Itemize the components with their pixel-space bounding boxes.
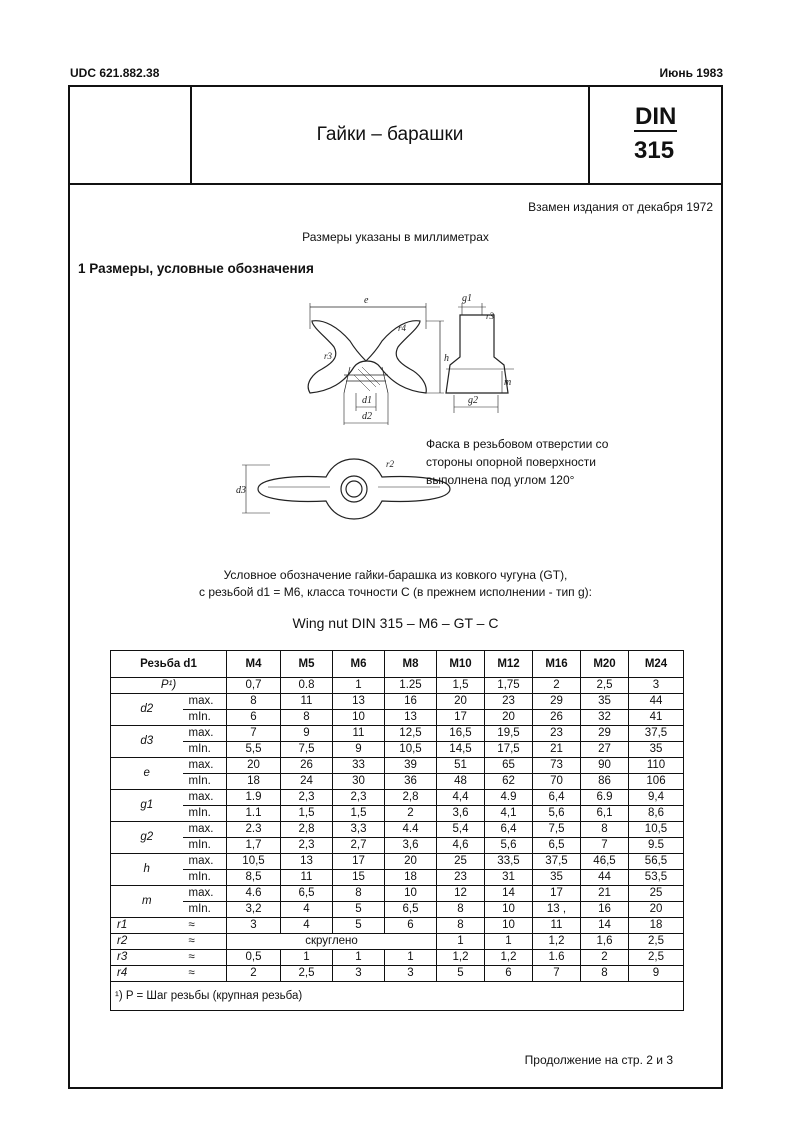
value-cell: 6,5 xyxy=(533,838,581,854)
label-m: m xyxy=(504,377,512,388)
limit-label-max: max. xyxy=(183,726,227,742)
label-r3-left: r3 xyxy=(324,351,333,361)
label-r3-right: r3 xyxy=(486,311,495,321)
table-header-row xyxy=(111,651,684,678)
value-cell: 35 xyxy=(629,742,684,758)
pitch-cell: 1,5 xyxy=(437,678,485,694)
value-cell: 19,5 xyxy=(485,726,533,742)
din-label: DIN xyxy=(635,103,677,130)
row-label-pitch: P¹) xyxy=(111,678,227,694)
value-cell: 2.3 xyxy=(227,822,281,838)
value-cell: 29 xyxy=(533,694,581,710)
value-cell: 2,7 xyxy=(333,838,385,854)
value-cell: 3 xyxy=(227,918,281,934)
value-cell: 13 xyxy=(385,710,437,726)
table-footnote-row xyxy=(111,982,684,1011)
pitch-cell: 0,7 xyxy=(227,678,281,694)
value-cell: 26 xyxy=(281,758,333,774)
value-cell: 20 xyxy=(385,854,437,870)
value-cell: 1,2 xyxy=(437,950,485,966)
value-cell: 14 xyxy=(581,918,629,934)
table-row-d2-max xyxy=(111,694,684,710)
value-cell: 25 xyxy=(437,854,485,870)
limit-label-min: mIn. xyxy=(183,742,227,758)
value-cell: 5 xyxy=(333,918,385,934)
pitch-cell: 3 xyxy=(629,678,684,694)
value-cell: 3 xyxy=(333,966,385,982)
value-cell: 4.9 xyxy=(485,790,533,806)
value-cell: 70 xyxy=(533,774,581,790)
value-cell: 5 xyxy=(437,966,485,982)
value-cell: 10 xyxy=(485,902,533,918)
din-number: 315 xyxy=(634,137,675,164)
value-cell: 3,6 xyxy=(385,838,437,854)
limit-label-max: max. xyxy=(183,886,227,902)
value-cell: 8 xyxy=(333,886,385,902)
value-cell: 8 xyxy=(437,902,485,918)
value-cell: 6 xyxy=(227,710,281,726)
value-cell: 30 xyxy=(333,774,385,790)
table-row-m-min xyxy=(111,902,684,918)
value-cell: 4,6 xyxy=(437,838,485,854)
value-cell: 86 xyxy=(581,774,629,790)
value-cell: 10,5 xyxy=(629,822,684,838)
value-cell: 6,4 xyxy=(485,822,533,838)
row-symbol-g2: g2 xyxy=(111,822,183,854)
value-cell: 23 xyxy=(437,870,485,886)
value-cell: 20 xyxy=(227,758,281,774)
value-cell: 21 xyxy=(581,886,629,902)
value-cell: 56,5 xyxy=(629,854,684,870)
value-cell: 1.1 xyxy=(227,806,281,822)
value-cell: 6,5 xyxy=(281,886,333,902)
value-cell: 27 xyxy=(581,742,629,758)
value-cell: 10,5 xyxy=(227,854,281,870)
value-cell: 1 xyxy=(485,934,533,950)
value-cell: 37,5 xyxy=(629,726,684,742)
value-cell: 2 xyxy=(385,806,437,822)
value-cell: 29 xyxy=(581,726,629,742)
designation-example: Wing nut DIN 315 – M6 – GT – C xyxy=(292,615,499,631)
value-cell: 11 xyxy=(533,918,581,934)
table-row-h-min xyxy=(111,870,684,886)
value-cell: 8 xyxy=(437,918,485,934)
value-cell: 4.4 xyxy=(385,822,437,838)
value-cell: 9.5 xyxy=(629,838,684,854)
value-cell: 1 xyxy=(333,950,385,966)
top-view xyxy=(236,459,450,519)
value-cell: 14 xyxy=(485,886,533,902)
header-thread-M10: M10 xyxy=(437,651,485,678)
value-cell: 12,5 xyxy=(385,726,437,742)
table-row-r4 xyxy=(111,966,684,982)
limit-label-min: mIn. xyxy=(183,806,227,822)
approx-sign: ≈ xyxy=(183,950,227,966)
label-d3: d3 xyxy=(236,485,246,496)
value-cell: 2,8 xyxy=(385,790,437,806)
row-symbol-e: e xyxy=(111,758,183,790)
value-cell: 14,5 xyxy=(437,742,485,758)
pitch-cell: 2 xyxy=(533,678,581,694)
value-cell: 51 xyxy=(437,758,485,774)
value-cell: 5,5 xyxy=(227,742,281,758)
value-cell: 8 xyxy=(227,694,281,710)
value-cell: 24 xyxy=(281,774,333,790)
udc-code: UDC 621.882.38 xyxy=(70,66,160,80)
table-footnote: ¹) P = Шаг резьбы (крупная резьба) xyxy=(111,982,684,1011)
value-cell: 1,2 xyxy=(485,950,533,966)
table-row-r1 xyxy=(111,918,684,934)
value-cell: 1,5 xyxy=(281,806,333,822)
value-cell: 3,6 xyxy=(437,806,485,822)
value-cell: 33 xyxy=(333,758,385,774)
value-cell: 41 xyxy=(629,710,684,726)
label-g2: g2 xyxy=(468,395,478,406)
header-thread-label: Резьба d1 xyxy=(111,651,227,678)
value-cell: 25 xyxy=(629,886,684,902)
value-cell: 1.6 xyxy=(533,950,581,966)
table-row-r2 xyxy=(111,934,684,950)
header-thread-M5: M5 xyxy=(281,651,333,678)
value-cell: 16,5 xyxy=(437,726,485,742)
value-cell: 17 xyxy=(333,854,385,870)
title-block-empty-cell xyxy=(70,87,192,183)
note-line-3: выполнена под углом 120° xyxy=(426,473,575,487)
front-view xyxy=(308,295,449,425)
designation-line-2: с резьбой d1 = M6, класса точности C (в прежнем исполнении - тип g): xyxy=(198,585,593,599)
designation-line-1: Условное обозначение гайки-барашка из ковкого чугуна (GT), xyxy=(223,568,568,582)
row-symbol-r2: r2 xyxy=(111,934,183,950)
limit-label-min: mIn. xyxy=(183,902,227,918)
value-cell: 10 xyxy=(333,710,385,726)
row-symbol-r1: r1 xyxy=(111,918,183,934)
note-line-2: стороны опорной поверхности xyxy=(426,455,596,469)
limit-label-max: max. xyxy=(183,790,227,806)
table-row-g2-min xyxy=(111,838,684,854)
table-row-pitch xyxy=(111,678,684,694)
value-cell: 4,1 xyxy=(485,806,533,822)
limit-label-min: mIn. xyxy=(183,774,227,790)
value-cell: 11 xyxy=(281,694,333,710)
replaces-edition: Взамен издания от декабря 1972 xyxy=(528,200,713,214)
value-cell: 65 xyxy=(485,758,533,774)
value-cell: 5,4 xyxy=(437,822,485,838)
header-thread-M16: M16 xyxy=(533,651,581,678)
merged-cell-rounded: скруглено xyxy=(227,934,437,950)
value-cell: 36 xyxy=(385,774,437,790)
value-cell: 32 xyxy=(581,710,629,726)
value-cell: 37,5 xyxy=(533,854,581,870)
value-cell: 13 xyxy=(333,694,385,710)
value-cell: 1 xyxy=(437,934,485,950)
chamfer-note xyxy=(426,435,608,489)
header-thread-M24: M24 xyxy=(629,651,684,678)
header-thread-M12: M12 xyxy=(485,651,533,678)
header-thread-M4: M4 xyxy=(227,651,281,678)
value-cell: 9 xyxy=(281,726,333,742)
continuation-note: Продолжение на стр. 2 и 3 xyxy=(524,1053,673,1067)
value-cell: 10 xyxy=(485,918,533,934)
value-cell: 8 xyxy=(281,710,333,726)
header-thread-M6: M6 xyxy=(333,651,385,678)
value-cell: 0,5 xyxy=(227,950,281,966)
table-row-g1-min xyxy=(111,806,684,822)
value-cell: 8 xyxy=(581,822,629,838)
value-cell: 7,5 xyxy=(281,742,333,758)
limit-label-max: max. xyxy=(183,694,227,710)
label-g1: g1 xyxy=(462,293,472,304)
label-r2: r2 xyxy=(386,459,395,469)
row-symbol-r3: r3 xyxy=(111,950,183,966)
value-cell: 6.9 xyxy=(581,790,629,806)
value-cell: 31 xyxy=(485,870,533,886)
issue-date: Июнь 1983 xyxy=(659,66,723,80)
value-cell: 1,2 xyxy=(533,934,581,950)
pitch-cell: 2,5 xyxy=(581,678,629,694)
value-cell: 12 xyxy=(437,886,485,902)
value-cell: 20 xyxy=(485,710,533,726)
value-cell: 18 xyxy=(227,774,281,790)
value-cell: 1,5 xyxy=(333,806,385,822)
value-cell: 9 xyxy=(629,966,684,982)
value-cell: 35 xyxy=(533,870,581,886)
note-line-1: Фаска в резьбовом отверстии со xyxy=(426,437,609,451)
value-cell: 3,2 xyxy=(227,902,281,918)
value-cell: 73 xyxy=(533,758,581,774)
din-block xyxy=(588,87,723,183)
label-d1: d1 xyxy=(362,395,372,406)
limit-label-min: mIn. xyxy=(183,870,227,886)
approx-sign: ≈ xyxy=(183,966,227,982)
value-cell: 6,1 xyxy=(581,806,629,822)
table-row-e-min xyxy=(111,774,684,790)
value-cell: 13 xyxy=(281,854,333,870)
value-cell: 17,5 xyxy=(485,742,533,758)
value-cell: 33,5 xyxy=(485,854,533,870)
value-cell: 21 xyxy=(533,742,581,758)
value-cell: 35 xyxy=(581,694,629,710)
table-row-h-max xyxy=(111,854,684,870)
value-cell: 9,4 xyxy=(629,790,684,806)
label-d2: d2 xyxy=(362,411,372,422)
value-cell: 4 xyxy=(281,918,333,934)
table-row-e-max xyxy=(111,758,684,774)
value-cell: 39 xyxy=(385,758,437,774)
value-cell: 18 xyxy=(629,918,684,934)
pitch-cell: 0.8 xyxy=(281,678,333,694)
value-cell: 13 , xyxy=(533,902,581,918)
value-cell: 8,6 xyxy=(629,806,684,822)
value-cell: 1 xyxy=(281,950,333,966)
header-thread-M20: M20 xyxy=(581,651,629,678)
value-cell: 106 xyxy=(629,774,684,790)
value-cell: 2,5 xyxy=(629,950,684,966)
units-note: Размеры указаны в миллиметрах xyxy=(302,230,489,244)
value-cell: 6 xyxy=(485,966,533,982)
title-block xyxy=(70,87,721,185)
document-title: Гайки – барашки xyxy=(316,124,464,145)
value-cell: 23 xyxy=(485,694,533,710)
limit-label-max: max. xyxy=(183,854,227,870)
value-cell: 6,4 xyxy=(533,790,581,806)
pitch-cell: 1 xyxy=(333,678,385,694)
header-thread-M8: M8 xyxy=(385,651,437,678)
value-cell: 46,5 xyxy=(581,854,629,870)
value-cell: 3,3 xyxy=(333,822,385,838)
value-cell: 20 xyxy=(629,902,684,918)
table-row-d2-min xyxy=(111,710,684,726)
value-cell: 11 xyxy=(281,870,333,886)
value-cell: 6,5 xyxy=(385,902,437,918)
limit-label-max: max. xyxy=(183,758,227,774)
table-row-r3 xyxy=(111,950,684,966)
value-cell: 16 xyxy=(581,902,629,918)
value-cell: 18 xyxy=(385,870,437,886)
value-cell: 1 xyxy=(385,950,437,966)
value-cell: 44 xyxy=(581,870,629,886)
value-cell: 3 xyxy=(385,966,437,982)
value-cell: 17 xyxy=(437,710,485,726)
row-symbol-m: m xyxy=(111,886,183,918)
value-cell: 10,5 xyxy=(385,742,437,758)
row-symbol-r4: r4 xyxy=(111,966,183,982)
value-cell: 1.9 xyxy=(227,790,281,806)
row-symbol-h: h xyxy=(111,854,183,886)
value-cell: 2,5 xyxy=(281,966,333,982)
value-cell: 26 xyxy=(533,710,581,726)
pitch-cell: 1.25 xyxy=(385,678,437,694)
limit-label-max: max. xyxy=(183,822,227,838)
value-cell: 2 xyxy=(581,950,629,966)
table-row-g1-max xyxy=(111,790,684,806)
table-row-d3-max xyxy=(111,726,684,742)
table-row-g2-max xyxy=(111,822,684,838)
value-cell: 5 xyxy=(333,902,385,918)
value-cell: 4 xyxy=(281,902,333,918)
value-cell: 4,4 xyxy=(437,790,485,806)
value-cell: 62 xyxy=(485,774,533,790)
approx-sign: ≈ xyxy=(183,918,227,934)
pitch-cell: 1,75 xyxy=(485,678,533,694)
label-e: e xyxy=(364,295,369,306)
approx-sign: ≈ xyxy=(183,934,227,950)
limit-label-min: mIn. xyxy=(183,838,227,854)
value-cell: 23 xyxy=(533,726,581,742)
value-cell: 2,8 xyxy=(281,822,333,838)
label-h: h xyxy=(444,353,449,364)
value-cell: 16 xyxy=(385,694,437,710)
value-cell: 11 xyxy=(333,726,385,742)
value-cell: 1,6 xyxy=(581,934,629,950)
value-cell: 2,3 xyxy=(281,790,333,806)
value-cell: 53,5 xyxy=(629,870,684,886)
value-cell: 6 xyxy=(385,918,437,934)
value-cell: 7 xyxy=(533,966,581,982)
value-cell: 1,7 xyxy=(227,838,281,854)
value-cell: 8 xyxy=(581,966,629,982)
value-cell: 7 xyxy=(581,838,629,854)
table-row-m-max xyxy=(111,886,684,902)
dimensions-table xyxy=(110,650,684,1011)
label-r4: r4 xyxy=(398,323,407,333)
value-cell: 90 xyxy=(581,758,629,774)
value-cell: 5,6 xyxy=(533,806,581,822)
value-cell: 9 xyxy=(333,742,385,758)
value-cell: 7 xyxy=(227,726,281,742)
value-cell: 10 xyxy=(385,886,437,902)
value-cell: 7,5 xyxy=(533,822,581,838)
value-cell: 2 xyxy=(227,966,281,982)
section-title: 1 Размеры, условные обозначения xyxy=(78,261,314,276)
value-cell: 5,6 xyxy=(485,838,533,854)
value-cell: 2,5 xyxy=(629,934,684,950)
value-cell: 2,3 xyxy=(333,790,385,806)
value-cell: 2,3 xyxy=(281,838,333,854)
value-cell: 4.6 xyxy=(227,886,281,902)
designation-text xyxy=(70,567,721,601)
table-row-d3-min xyxy=(111,742,684,758)
value-cell: 48 xyxy=(437,774,485,790)
page-frame xyxy=(68,85,723,1089)
side-view xyxy=(446,293,514,413)
value-cell: 8,5 xyxy=(227,870,281,886)
value-cell: 15 xyxy=(333,870,385,886)
limit-label-min: mIn. xyxy=(183,710,227,726)
row-symbol-d2: d2 xyxy=(111,694,183,726)
value-cell: 17 xyxy=(533,886,581,902)
row-symbol-d3: d3 xyxy=(111,726,183,758)
value-cell: 20 xyxy=(437,694,485,710)
value-cell: 110 xyxy=(629,758,684,774)
value-cell: 44 xyxy=(629,694,684,710)
row-symbol-g1: g1 xyxy=(111,790,183,822)
